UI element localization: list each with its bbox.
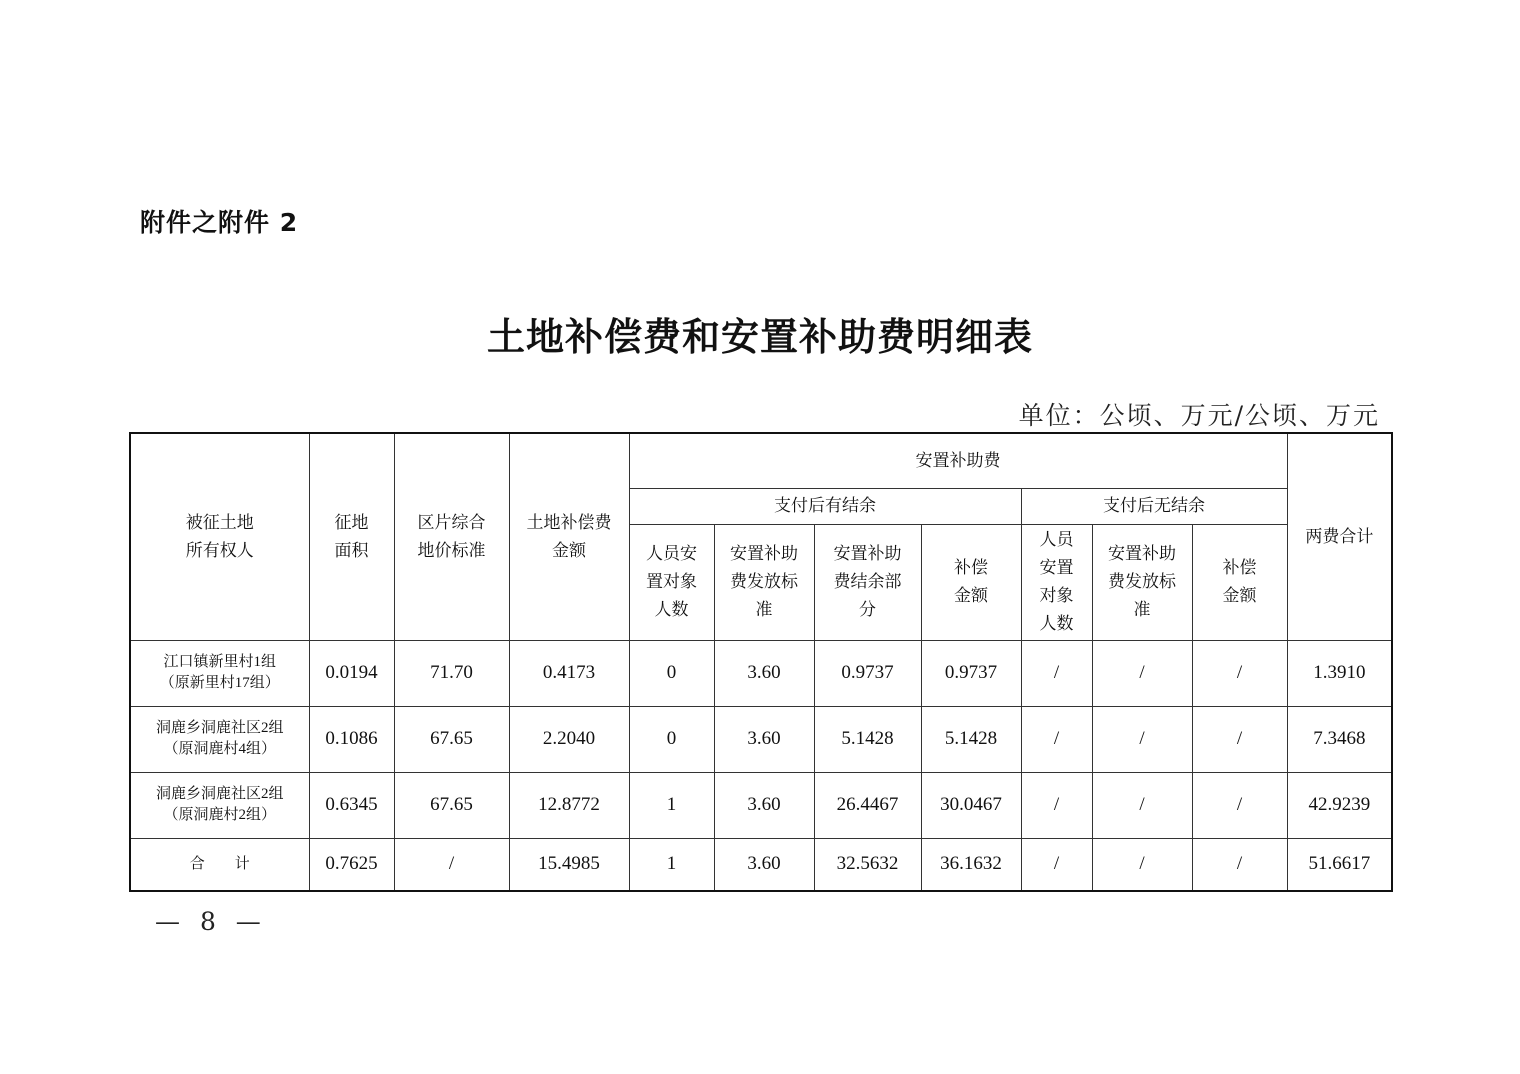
cell-land-comp: 12.8772 <box>509 772 629 838</box>
cell-ws-persons: 0 <box>629 706 714 772</box>
cell-ns-persons: / <box>1021 640 1092 706</box>
cell-ws-amount: 30.0467 <box>921 772 1021 838</box>
cell-ws-standard: 3.60 <box>714 706 814 772</box>
header-area: 征地 面积 <box>309 433 394 640</box>
cell-land-comp: 2.2040 <box>509 706 629 772</box>
table-total-row <box>130 838 1392 891</box>
cell-price: / <box>394 838 509 891</box>
cell-ns-amount: / <box>1192 706 1287 772</box>
cell-total: 7.3468 <box>1287 706 1392 772</box>
table-row <box>130 772 1392 838</box>
cell-price: 71.70 <box>394 640 509 706</box>
cell-ns-persons: / <box>1021 772 1092 838</box>
cell-land-comp: 0.4173 <box>509 640 629 706</box>
cell-owner: 江口镇新里村1组 （原新里村17组） <box>130 640 309 706</box>
cell-price: 67.65 <box>394 772 509 838</box>
document-title: 土地补偿费和安置补助费明细表 <box>486 314 1033 359</box>
header-land-comp: 土地补偿费 金额 <box>509 433 629 640</box>
table-row <box>130 640 1392 706</box>
header-ns-standard: 安置补助 费发放标 准 <box>1092 524 1192 640</box>
cell-price: 67.65 <box>394 706 509 772</box>
cell-ws-amount: 5.1428 <box>921 706 1021 772</box>
cell-ws-surplus: 5.1428 <box>814 706 921 772</box>
cell-area: 0.7625 <box>309 838 394 891</box>
cell-owner: 洞鹿乡洞鹿社区2组 （原洞鹿村4组） <box>130 706 309 772</box>
header-owner: 被征土地 所有权人 <box>130 433 309 640</box>
cell-total: 42.9239 <box>1287 772 1392 838</box>
cell-ws-surplus: 0.9737 <box>814 640 921 706</box>
header-resettle: 安置补助费 <box>629 433 1287 488</box>
cell-ws-surplus: 26.4467 <box>814 772 921 838</box>
header-with-surplus: 支付后有结余 <box>629 488 1021 524</box>
header-ws-surplus: 安置补助 费结余部 分 <box>814 524 921 640</box>
cell-ns-standard: / <box>1092 706 1192 772</box>
header-total: 两费合计 <box>1287 433 1392 640</box>
cell-ns-standard: / <box>1092 838 1192 891</box>
header-without-surplus: 支付后无结余 <box>1021 488 1287 524</box>
cell-ns-standard: / <box>1092 640 1192 706</box>
header-ns-amount: 补偿 金额 <box>1192 524 1287 640</box>
cell-ws-persons: 1 <box>629 772 714 838</box>
header-ns-persons: 人员 安置 对象 人数 <box>1021 524 1092 640</box>
cell-ws-persons: 0 <box>629 640 714 706</box>
compensation-table <box>129 432 1393 892</box>
cell-area: 0.0194 <box>309 640 394 706</box>
cell-ns-persons: / <box>1021 706 1092 772</box>
cell-ns-amount: / <box>1192 640 1287 706</box>
cell-ns-persons: / <box>1021 838 1092 891</box>
header-ws-amount: 补偿 金额 <box>921 524 1021 640</box>
header-ws-persons: 人员安 置对象 人数 <box>629 524 714 640</box>
cell-total: 51.6617 <box>1287 838 1392 891</box>
cell-owner: 洞鹿乡洞鹿社区2组 （原洞鹿村2组） <box>130 772 309 838</box>
table-row <box>130 706 1392 772</box>
header-ws-standard: 安置补助 费发放标 准 <box>714 524 814 640</box>
cell-total: 1.3910 <box>1287 640 1392 706</box>
cell-ws-persons: 1 <box>629 838 714 891</box>
cell-ns-amount: / <box>1192 838 1287 891</box>
unit-note: 单位：公顷、万元/公顷、万元 <box>1018 401 1380 430</box>
page-number: — 8 — <box>155 907 267 936</box>
cell-total-label: 合 计 <box>130 838 309 891</box>
header-price: 区片综合 地价标准 <box>394 433 509 640</box>
attachment-label: 附件之附件 2 <box>140 208 299 237</box>
cell-ws-amount: 0.9737 <box>921 640 1021 706</box>
cell-ws-amount: 36.1632 <box>921 838 1021 891</box>
cell-ws-standard: 3.60 <box>714 838 814 891</box>
cell-ns-amount: / <box>1192 772 1287 838</box>
cell-ws-surplus: 32.5632 <box>814 838 921 891</box>
cell-ns-standard: / <box>1092 772 1192 838</box>
cell-ws-standard: 3.60 <box>714 640 814 706</box>
cell-area: 0.6345 <box>309 772 394 838</box>
cell-land-comp: 15.4985 <box>509 838 629 891</box>
cell-area: 0.1086 <box>309 706 394 772</box>
cell-ws-standard: 3.60 <box>714 772 814 838</box>
